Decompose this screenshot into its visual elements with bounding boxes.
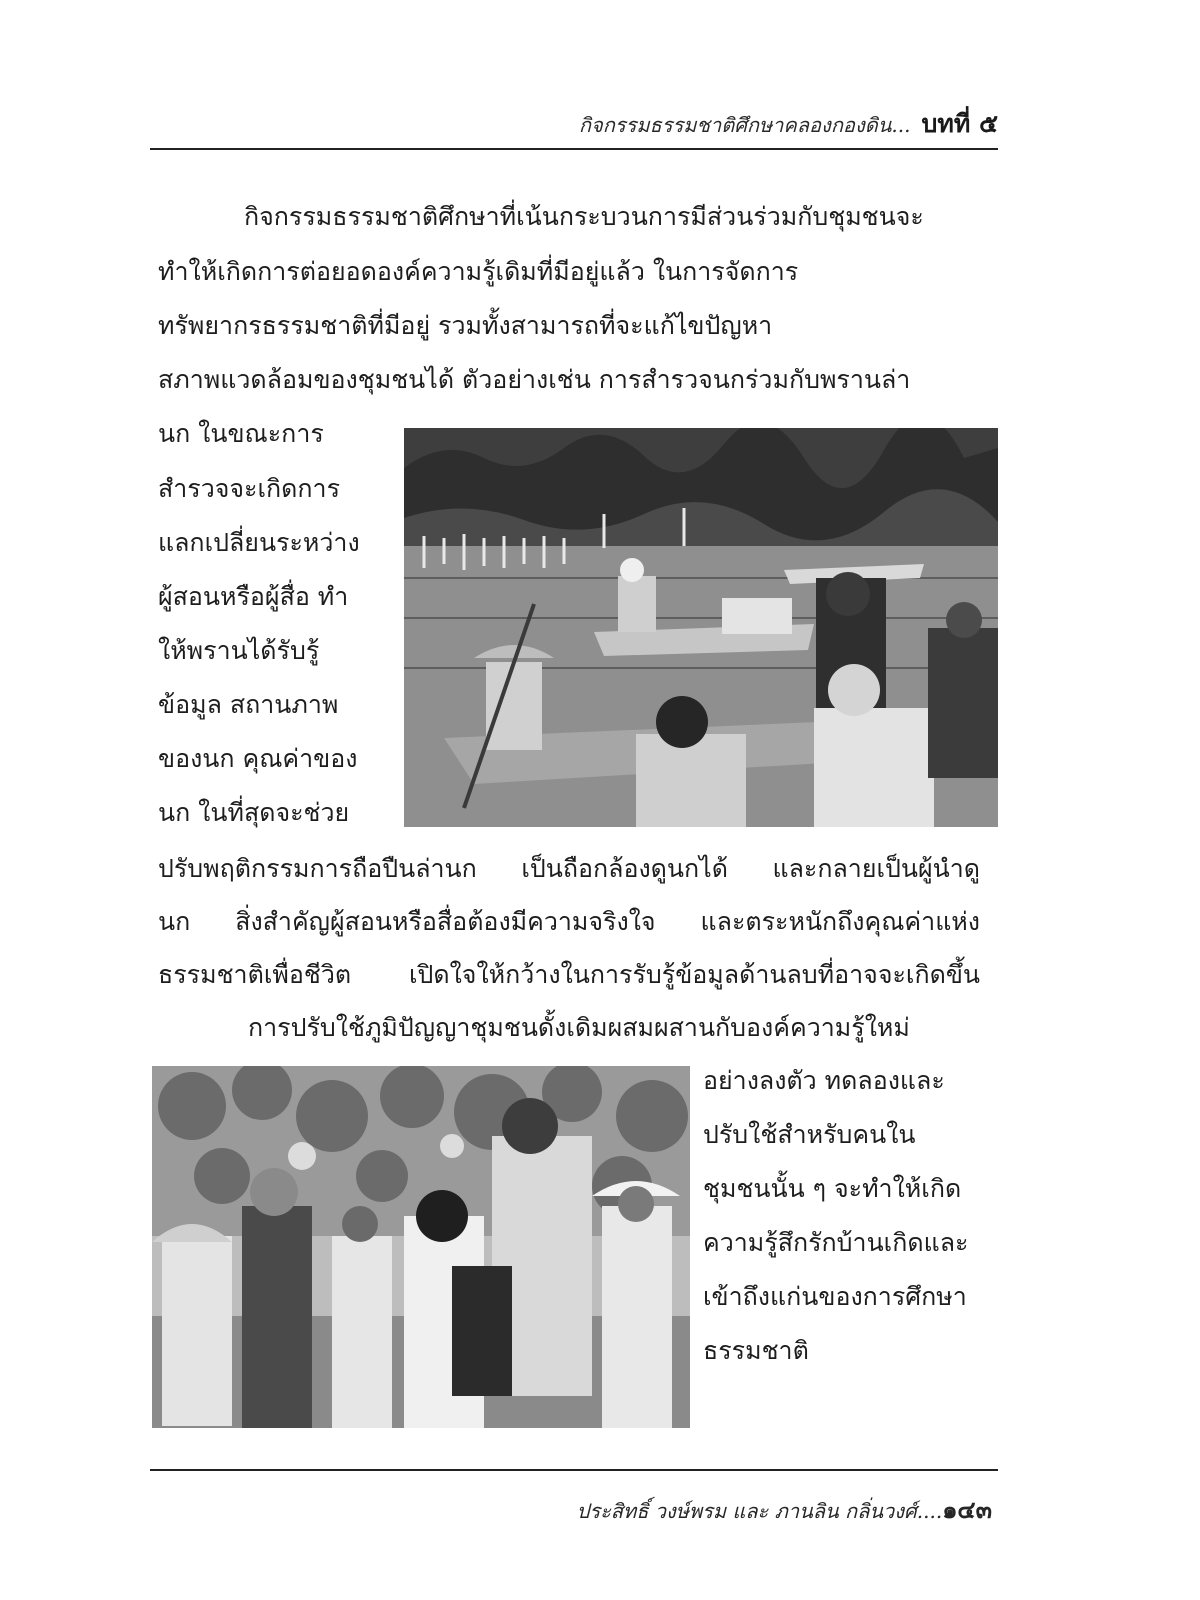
header-rule [150,148,998,150]
page-number: ๑๔๓ [942,1495,992,1524]
p1-side-line-3: แลกเปลี่ยนระหว่าง [158,528,360,557]
boat-survey-photo-graphic [404,428,998,827]
p1-line-6: นก สิ่งสำคัญผู้สอนหรือสื่อต้องมีความจริงใจ และตระหนักถึงคุณค่าแห่ง [158,907,980,936]
boat-survey-photo [404,428,998,827]
p2-side-line-1: อย่างลงตัว ทดลองและ [703,1066,945,1095]
footer-authors: ประสิทธิ์ วงษ์พรม และ ภานลิน กลิ่นวงศ์.... [576,1499,943,1523]
running-header [150,104,998,142]
p1-line-5: ปรับพฤติกรรมการถือปืนล่านก เป็นถือกล้องดูนกได้ และกลายเป็นผู้นำดู [158,854,980,883]
p1-side-line-2: สำรวจจะเกิดการ [158,474,341,503]
p1-side-line-6: ข้อมูล สถานภาพ [158,690,339,719]
p2-side-line-6: ธรรมชาติ [703,1336,809,1365]
p1-side-line-1: นก ในขณะการ [158,419,324,448]
p1-line-2: ทำให้เกิดการต่อยอดองค์ความรู้เดิมที่มีอยู่แล้ว ในการจัดการ [158,257,799,286]
p1-line-4: สภาพแวดล้อมของชุมชนได้ ตัวอย่างเช่น การสำรวจนกร่วมกับพรานล่า [158,365,911,394]
p2-side-line-5: เข้าถึงแก่นของการศึกษา [703,1282,967,1311]
footer-rule [150,1469,998,1471]
p1-line-3: ทรัพยากรธรรมชาติที่มีอยู่ รวมทั้งสามารถที่จะแก้ไขปัญหา [158,311,773,340]
p2-side-line-3: ชุมชนนั้น ๆ จะทำให้เกิด [703,1174,962,1203]
p2-side-line-2: ปรับใช้สำหรับคนใน [703,1120,916,1149]
community-group-photo [152,1066,690,1428]
p2-side-line-4: ความรู้สึกรักบ้านเกิดและ [703,1228,969,1257]
p2-line-1: การปรับใช้ภูมิปัญญาชุมชนดั้งเดิมผสมผสานกับองค์ความรู้ใหม่ [248,1013,910,1042]
p1-side-line-8: นก ในที่สุดจะช่วย [158,798,350,827]
p1-line-7: ธรรมชาติเพื่อชีวิต เปิดใจให้กว้างในการรับรู้ข้อมูลด้านลบที่อาจจะเกิดขึ้น [158,960,980,989]
p1-side-line-5: ให้พรานได้รับรู้ [158,636,320,665]
community-group-photo-graphic [152,1066,690,1428]
chapter-number: บทที่ ๕ [921,109,998,138]
running-footer [150,1490,992,1529]
chapter-title: กิจกรรมธรรมชาติศึกษาคลองกองดิน... [578,113,911,137]
p1-line-1: กิจกรรมธรรมชาติศึกษาที่เน้นกระบวนการมีส่วนร่วมกับชุมชนจะ [244,202,924,231]
p1-side-line-7: ของนก คุณค่าของ [158,744,358,773]
p1-side-line-4: ผู้สอนหรือผู้สื่อ ทำ [158,582,349,611]
